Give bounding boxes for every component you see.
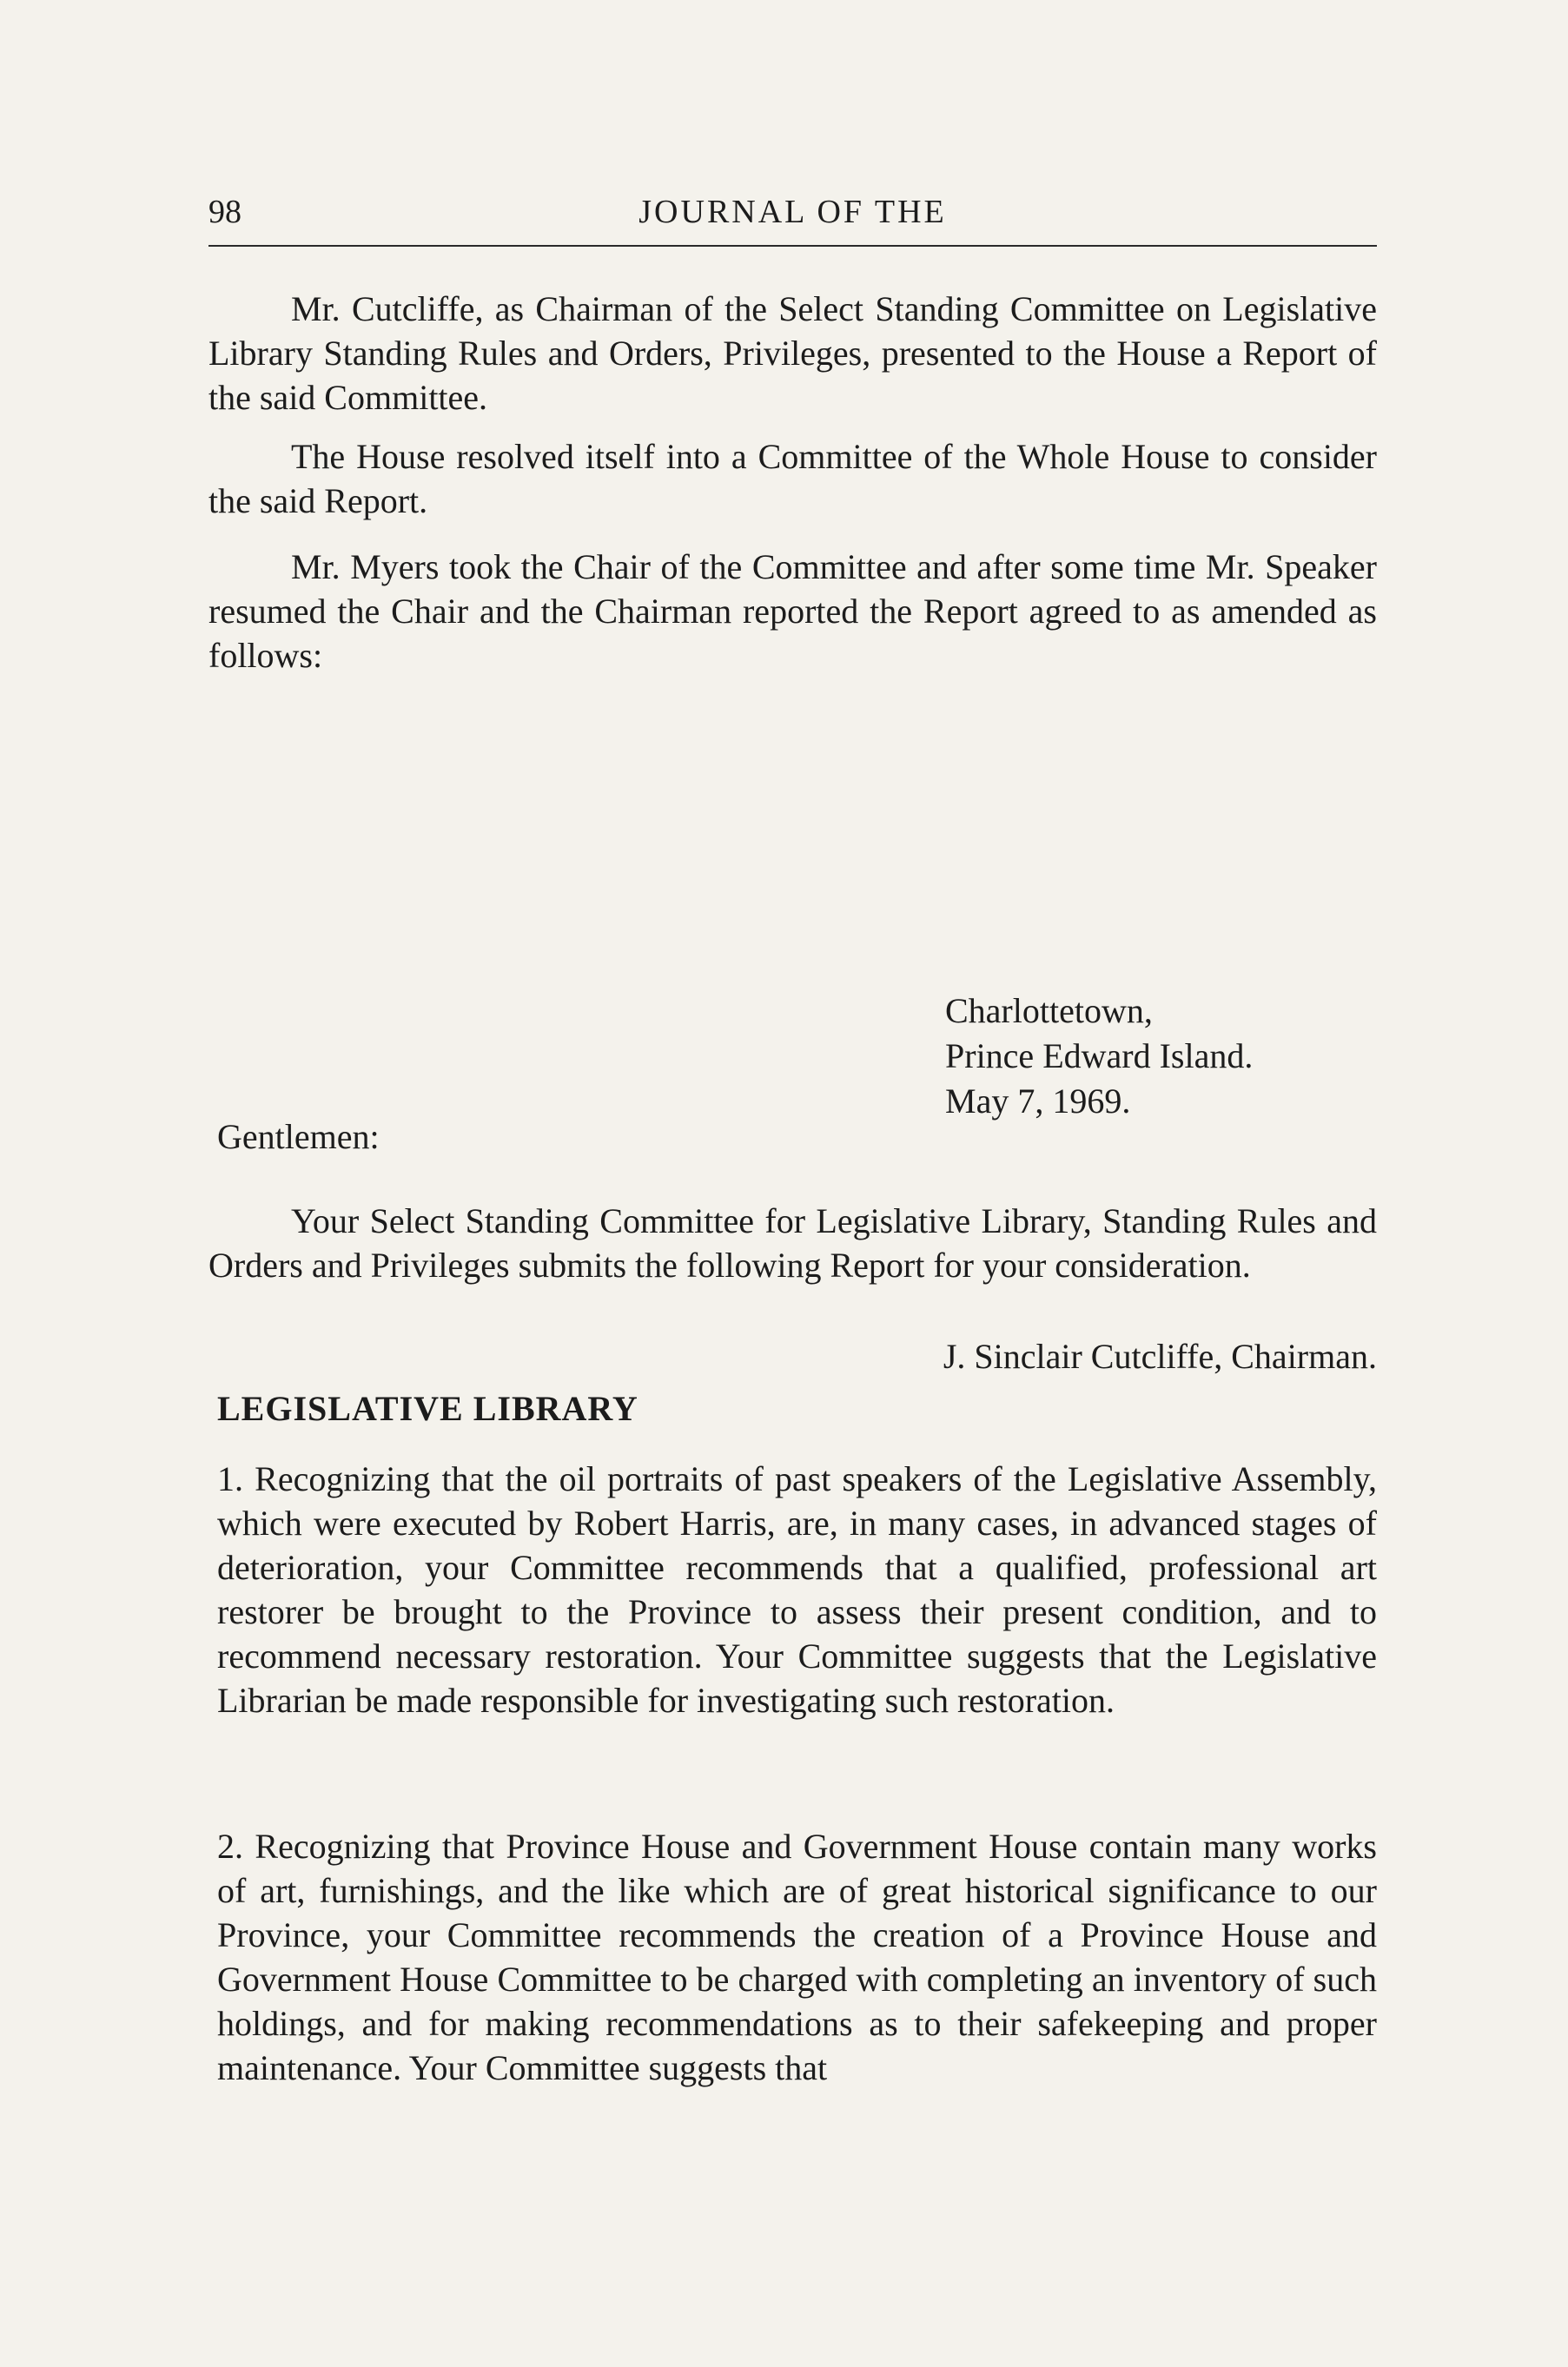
running-head: JOURNAL OF THE [638, 194, 947, 230]
letter-signature: J. Sinclair Cutcliffe, Chairman. [943, 1337, 1377, 1376]
section-heading: LEGISLATIVE LIBRARY [217, 1389, 638, 1428]
letter-date: May 7, 1969. [945, 1081, 1131, 1121]
address-province: Prince Edward Island. [945, 1036, 1254, 1075]
letter-body: Your Select Standing Committee for Legislative Library, Standing Rules and Orders and Privileges submits the following Report for your consideration. [208, 1201, 1377, 1285]
recommendation-item-1: 1. Recognizing that the oil portraits of past speakers of the Legislative Assembly, which were executed by Robert Harris, are, in many cases, in advanced stages of deterioration, your Committee recommends that a qualified, professional art restorer be brought to the Province to assess their present condition, and to recommend necessary restoration. Your Committee suggests that the Legislative Librarian be made responsible for investigating such restoration. [217, 1459, 1377, 1720]
paragraph-report-agreed: Mr. Myers took the Chair of the Committee and after some time Mr. Speaker resumed the Chair and the Chairman reported the Report agreed to as amended as follows: [208, 547, 1377, 675]
letter-address-block [945, 988, 1253, 1124]
paragraph-committee-of-whole: The House resolved itself into a Committee of the Whole House to consider the said Report. [208, 437, 1377, 520]
page-number: 98 [208, 194, 241, 230]
letter-salutation: Gentlemen: [217, 1117, 380, 1156]
page-header [208, 193, 1377, 247]
paragraph-report-presented: Mr. Cutcliffe, as Chairman of the Select Standing Committee on Legislative Library Standing Rules and Orders, Privileges, presented to the House a Report of the said Committee. [208, 289, 1377, 417]
recommendation-item-2: 2. Recognizing that Province House and Government House contain many works of art, furnishings, and the like which are of great historical significance to our Province, your Committee recommends the creation of a Province House and Government House Committee to be charged with completing an inventory of such holdings, and for making recommendations as to their safekeeping and proper maintenance. Your Committee suggests that [217, 1827, 1377, 2087]
address-city: Charlottetown, [945, 991, 1153, 1030]
